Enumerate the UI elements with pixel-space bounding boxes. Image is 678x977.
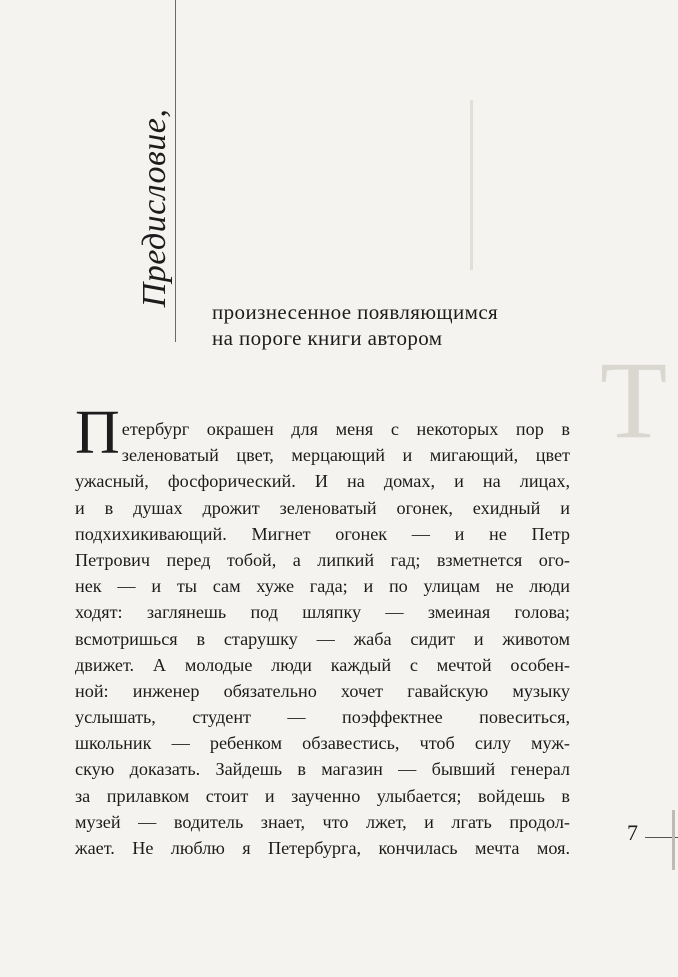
text-line: ной: инженер обязательно хочет гавайскую музыку: [75, 680, 570, 701]
text-line: движет. А молодые люди каждый с мечтой особен-: [75, 654, 570, 675]
text-line: етербург окрашен для меня с некоторых пор в: [121, 419, 570, 439]
text-line: услышать, студент — поэффектнее повеситься,: [75, 707, 570, 728]
text-line: всмотришься в старушку — жаба сидит и животом: [75, 628, 570, 649]
text-line: нек — и ты сам хуже гада; и по улицам не люди: [75, 576, 570, 597]
page-edge-shadow: [672, 810, 675, 870]
subtitle-line: на пороге книги автором: [212, 326, 443, 350]
text-line: зеленоватый цвет, мерцающий и мигающий, цвет: [121, 445, 570, 466]
text-line: ужасный, фосфорический. И на домах, и на лицах,: [75, 471, 570, 492]
text-line: музей — водитель знает, что лжет, и лгать продол-: [75, 811, 570, 832]
text-line: подхихикивающий. Мигнет огонек — и не Петр: [75, 523, 570, 544]
body-paragraph: [75, 399, 570, 861]
text-line: школьник — ребенком обзавестись, чтоб силу муж-: [75, 733, 570, 754]
text-line: Петрович перед тобой, а липкий гад; взметнется ого-: [75, 549, 570, 570]
chapter-heading: Предисловие,: [136, 108, 173, 308]
bleed-through-mark: Т: [600, 339, 668, 461]
text-line: жает. Не люблю я Петербурга, кончилась мечта моя.: [75, 838, 570, 858]
drop-cap: П: [75, 399, 120, 467]
subtitle-line: произнесенное появляющимся: [212, 300, 499, 324]
page-number: 7: [627, 820, 638, 845]
text-line: ходят: заглянешь под шляпку — змеиная голова;: [75, 602, 570, 623]
bleed-through-mark: [470, 100, 503, 270]
text-line: и в душах дрожит зеленоватый огонек, ехидный и: [75, 497, 570, 518]
text-line: за прилавком стоит и заученно улыбается; войдешь в: [75, 785, 570, 806]
text-line: скую доказать. Зайдешь в магазин — бывший генерал: [75, 759, 570, 780]
chapter-subtitle: [212, 299, 592, 351]
vertical-rule: [175, 0, 176, 342]
